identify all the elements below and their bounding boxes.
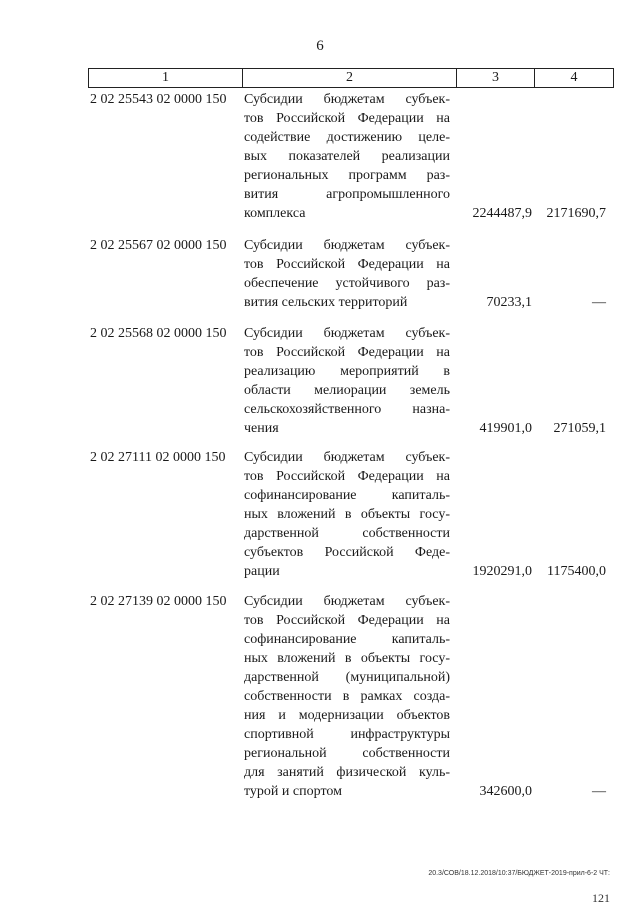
amount-col3: 1920291,0 bbox=[472, 564, 532, 579]
amount-col4: 1175400,0 bbox=[547, 564, 606, 579]
amount-col3: 419901,0 bbox=[479, 421, 532, 436]
description-line: спортивной инфраструктуры bbox=[244, 727, 450, 742]
description-line: региональной собственности bbox=[244, 746, 450, 761]
description-line: сельскохозяйственного назна- bbox=[244, 402, 450, 417]
description-line: вития агропромышленного bbox=[244, 187, 450, 202]
column-header-1: 1 bbox=[89, 69, 243, 88]
description-line: вых показателей реализации bbox=[244, 149, 450, 164]
description-line: ных вложений в объекты госу- bbox=[244, 507, 450, 522]
amount-col3: 70233,1 bbox=[486, 295, 532, 310]
description-line: Субсидии бюджетам субъек- bbox=[244, 92, 450, 107]
description-line: Субсидии бюджетам субъек- bbox=[244, 594, 450, 609]
description bbox=[244, 236, 450, 312]
description-line: обеспечение устойчивого раз- bbox=[244, 276, 450, 291]
description-line: рации bbox=[244, 564, 280, 579]
description bbox=[244, 448, 450, 581]
description-line: региональных программ раз- bbox=[244, 168, 450, 183]
description-line: для занятий физической куль- bbox=[244, 765, 450, 780]
description-line: тов Российской Федерации на bbox=[244, 111, 450, 126]
amount-col4: — bbox=[592, 784, 606, 799]
description-line: дарственной собственности bbox=[244, 526, 450, 541]
corner-number: 121 bbox=[592, 891, 610, 905]
description-line: чения bbox=[244, 421, 279, 436]
description-line: дарственной (муниципальной) bbox=[244, 670, 450, 685]
description-line: Субсидии бюджетам субъек- bbox=[244, 326, 450, 341]
description-line: области мелиорации земель bbox=[244, 383, 450, 398]
amount-col3: 2244487,9 bbox=[472, 206, 532, 221]
amount-col4: 271059,1 bbox=[553, 421, 606, 436]
description bbox=[244, 592, 450, 801]
description-line: тов Российской Федерации на bbox=[244, 469, 450, 484]
description-line: вития сельских территорий bbox=[244, 295, 408, 310]
column-header-table bbox=[88, 68, 614, 88]
budget-code: 2 02 25543 02 0000 150 bbox=[90, 92, 227, 107]
budget-code: 2 02 27111 02 0000 150 bbox=[90, 450, 226, 465]
description-line: субъектов Российской Феде- bbox=[244, 545, 450, 560]
budget-code: 2 02 27139 02 0000 150 bbox=[90, 594, 227, 609]
description-line: собственности в рамках созда- bbox=[244, 689, 450, 704]
column-header-3: 3 bbox=[457, 69, 535, 88]
description-line: софинансирование капиталь- bbox=[244, 632, 450, 647]
description-line: тов Российской Федерации на bbox=[244, 257, 450, 272]
column-header-2: 2 bbox=[243, 69, 457, 88]
amount-col4: 2171690,7 bbox=[546, 206, 606, 221]
description-line: тов Российской Федерации на bbox=[244, 613, 450, 628]
description-line: ния и модернизации объектов bbox=[244, 708, 450, 723]
amount-col4: — bbox=[592, 295, 606, 310]
budget-code: 2 02 25567 02 0000 150 bbox=[90, 238, 227, 253]
description-line: турой и спортом bbox=[244, 784, 342, 799]
description-line: реализацию мероприятий в bbox=[244, 364, 450, 379]
description-line: тов Российской Федерации на bbox=[244, 345, 450, 360]
description-line: Субсидии бюджетам субъек- bbox=[244, 450, 450, 465]
description-line: ных вложений в объекты госу- bbox=[244, 651, 450, 666]
description-line: Субсидии бюджетам субъек- bbox=[244, 238, 450, 253]
budget-code: 2 02 25568 02 0000 150 bbox=[90, 326, 227, 341]
footer-stamp: 20.3/СОВ/18.12.2018/10:37/БЮДЖЕТ-2019-прил-6-2 ЧТ: bbox=[428, 870, 610, 877]
column-header-4: 4 bbox=[535, 69, 614, 88]
description-line: комплекса bbox=[244, 206, 306, 221]
description bbox=[244, 324, 450, 438]
page-number: 6 bbox=[316, 38, 324, 54]
description-line: содействие достижению целе- bbox=[244, 130, 450, 145]
description bbox=[244, 90, 450, 223]
amount-col3: 342600,0 bbox=[479, 784, 532, 799]
column-header-row bbox=[89, 69, 614, 88]
description-line: софинансирование капиталь- bbox=[244, 488, 450, 503]
